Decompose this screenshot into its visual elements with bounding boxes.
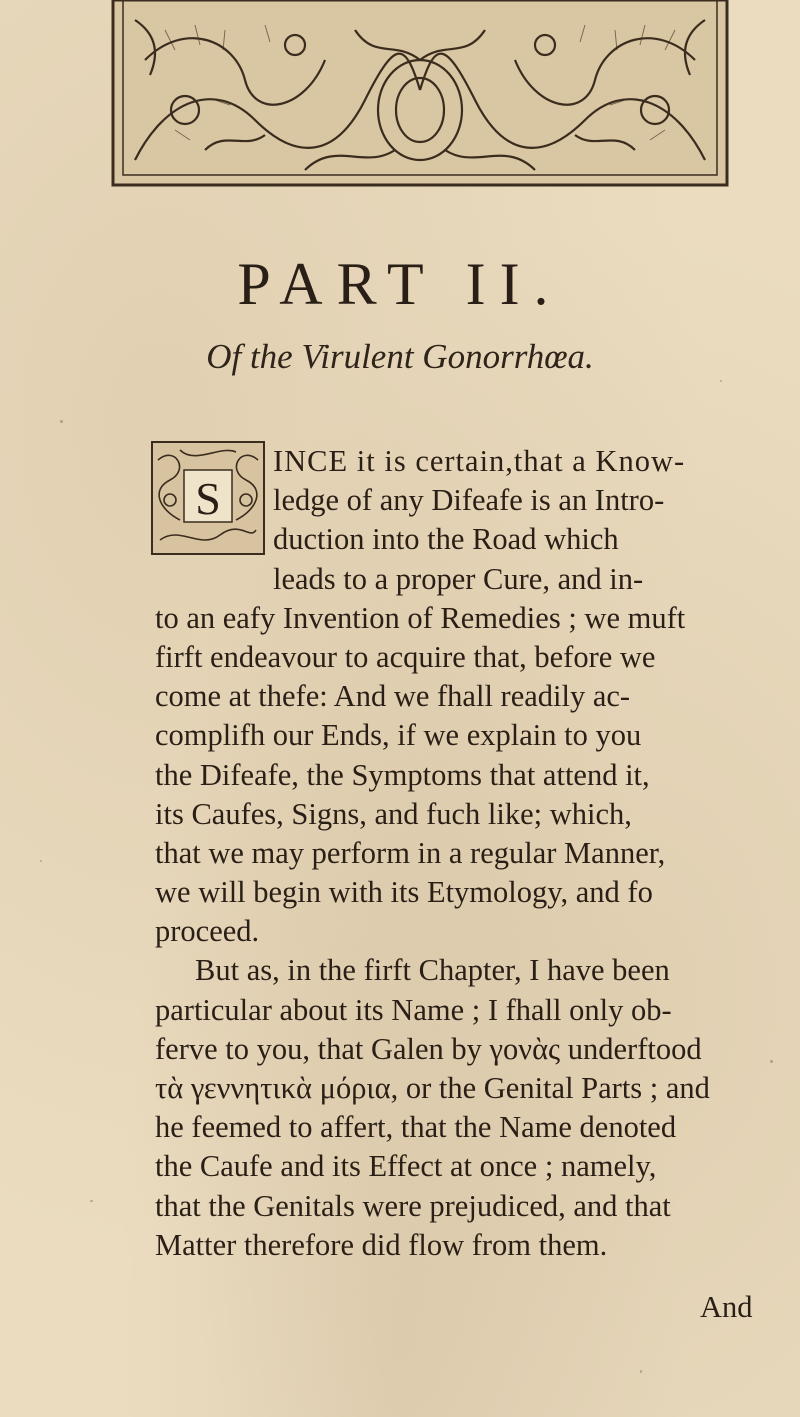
text-line: complifh our Ends, if we explain to you (155, 718, 642, 753)
headpiece-ornament-icon (105, 0, 735, 192)
paper-speck (60, 420, 63, 423)
paper-speck (40, 860, 42, 862)
catchword: And (700, 1290, 753, 1324)
text-line: come at thefe: And we fhall readily ac- (155, 679, 631, 714)
text-line: INCE it is certain,that a Know- (273, 444, 686, 478)
text-line: its Caufes, Signs, and fuch like; which, (155, 796, 632, 831)
paper-speck (720, 380, 722, 382)
text-line: duction into the Road which (273, 522, 619, 557)
text-line: that we may perform in a regular Manner, (155, 835, 666, 870)
text-line: leads to a proper Cure, and in- (273, 561, 644, 596)
paper-speck (770, 1060, 773, 1063)
text-line: we will begin with its Etymology, and fo (155, 875, 653, 910)
text-line: But as, in the firft Chapter, I have been (195, 953, 670, 988)
text-line: the Caufe and its Effect at once ; namely, (155, 1149, 657, 1184)
paper-speck (640, 1370, 642, 1373)
chapter-heading: Of the Virulent Gonorrhœa. (206, 337, 594, 376)
text-line: Matter therefore did flow from them. (155, 1227, 608, 1262)
text-line: τὰ γεννητικὰ μόρια, or the Genital Parts ; and (155, 1071, 710, 1105)
text-line: he feemed to affert, that the Name denoted (155, 1110, 677, 1145)
text-line: firft endeavour to acquire that, before we (155, 639, 656, 674)
text-line: to an eafy Invention of Remedies ; we muft (155, 600, 686, 635)
paper-speck (90, 1200, 93, 1202)
text-line: that the Genitals were prejudiced, and that (155, 1188, 671, 1223)
text-line: ferve to you, that Galen by γονὰς underftood (155, 1031, 702, 1066)
text-line: proceed. (155, 914, 260, 949)
text-line: ledge of any Difeafe is an Intro- (273, 483, 665, 518)
body-text (155, 442, 765, 1265)
part-heading: PART II. (237, 251, 563, 317)
text-line: the Difeafe, the Symptoms that attend it, (155, 757, 650, 792)
initial-letter: S (195, 473, 221, 524)
text-line: particular about its Name ; I fhall only ob- (155, 992, 672, 1027)
